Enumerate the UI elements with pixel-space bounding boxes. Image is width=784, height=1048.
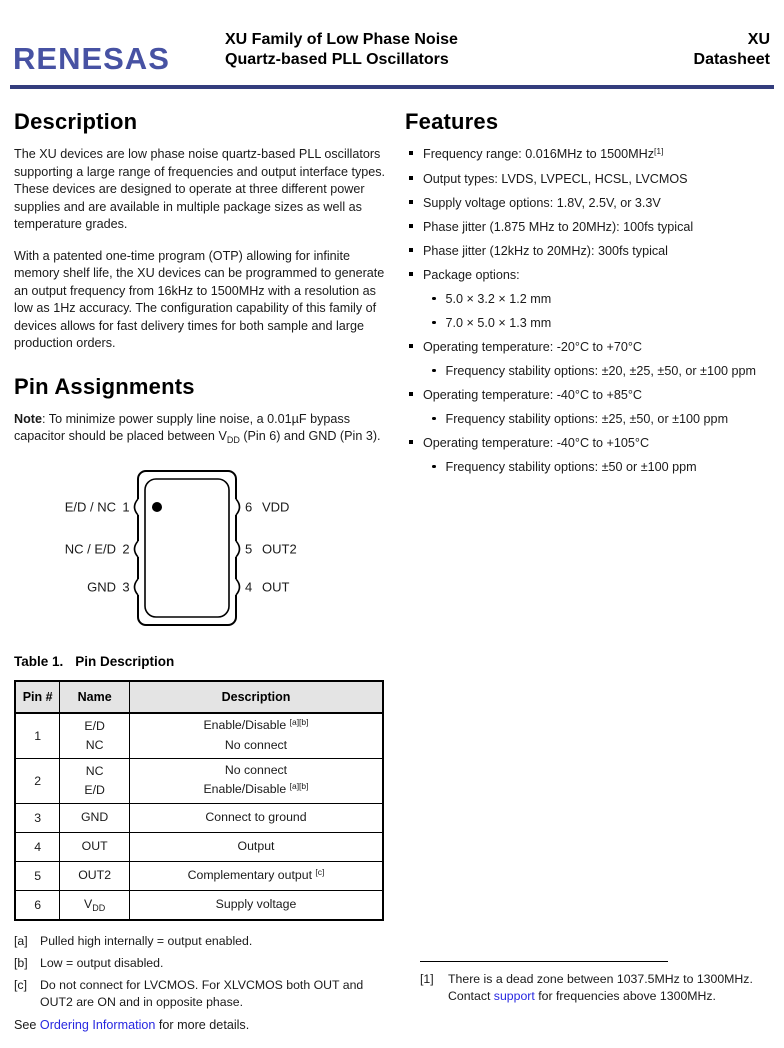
ordering-information-link[interactable]: Ordering Information: [39, 1017, 156, 1032]
text-segment: Note: [14, 411, 42, 426]
cell-line: [64, 837, 125, 856]
description-paragraph-2: With a patented one-time program (OTP) allowing for infinite memory shelf life, the XU devices can be programmed to generate an output frequency from 16kHz to 1500MHz with a resolution as low as 1Hz accuracy. The configuration capability of this family of devices allows for fast delivery times for both sample and large production orders.: [14, 248, 385, 350]
renesas-logo: [13, 36, 183, 80]
cell-pin-description: [130, 890, 384, 920]
footnote-marker: [a][b]: [289, 717, 309, 727]
cell-line: [64, 781, 125, 800]
table-footnotes: [14, 933, 386, 1011]
table-footnote-c: [14, 977, 386, 1011]
table-row-pin-4: [15, 832, 383, 861]
footnote-1-text: [448, 971, 772, 1005]
feature-text: Frequency stability options: ±25, ±50, or ±100 ppm: [445, 412, 729, 426]
doc-type-label: Datasheet: [693, 51, 770, 68]
feature-text: Operating temperature: -20°C to +70°C: [423, 340, 643, 354]
see-more-post: for more details.: [155, 1017, 250, 1032]
feature-sub-item: [432, 315, 771, 332]
feature-text: 5.0 × 3.2 × 1.2 mm: [445, 292, 552, 306]
text-segment: Supply voltage: [215, 897, 297, 911]
pin-description-table: [14, 680, 384, 921]
feature-sub-item: [432, 291, 771, 308]
text-segment: : To minimize power supply line noise, a 0.01µF bypass capacitor should be placed between V: [14, 411, 351, 443]
footnote-1-line2-pre: Contact: [448, 989, 494, 1003]
cell-pin-name: [60, 758, 130, 803]
footnote-tag: [a]: [14, 933, 28, 948]
feature-item: [409, 219, 771, 236]
cell-line: [64, 762, 125, 781]
pin-2-number: 2: [122, 541, 130, 556]
footnote-tag: [b]: [14, 955, 28, 970]
column-header-pin: Pin #: [15, 681, 60, 713]
square-bullet-icon: [409, 151, 413, 155]
dot-bullet-icon: [432, 465, 436, 469]
see-more-line: [14, 1017, 386, 1035]
text-segment: (Pin 6) and GND (Pin 3).: [239, 429, 381, 443]
footnote-1: [420, 961, 772, 1005]
pin-5-number: 5: [245, 541, 253, 556]
feature-sub-item: [432, 363, 771, 380]
header-divider: [10, 85, 774, 89]
bypass-capacitor-note: [14, 411, 386, 447]
support-link[interactable]: support: [493, 989, 535, 1003]
table-number: Table 1.: [14, 653, 64, 669]
cell-pin-description: [130, 758, 384, 803]
cell-line: [64, 866, 125, 885]
feature-text: Output types: LVDS, LVPECL, HCSL, LVCMOS: [423, 172, 688, 186]
dot-bullet-icon: [432, 369, 436, 373]
feature-item: [409, 171, 771, 188]
cell-line: [134, 895, 378, 914]
footnote-text: Do not connect for LVCMOS. For XLVCMOS both OUT and OUT2 are ON and in opposite phase.: [40, 977, 364, 1009]
features-heading: Features: [405, 109, 499, 134]
chip-inner-outline: [145, 479, 229, 617]
feature-text: 7.0 × 5.0 × 1.3 mm: [445, 316, 552, 330]
cell-line: [134, 808, 378, 827]
square-bullet-icon: [409, 272, 413, 276]
footnote-tag: [c]: [14, 977, 27, 992]
product-name: XU: [747, 31, 770, 48]
column-header-name: Name: [60, 681, 130, 713]
pin-1-indicator-dot: [152, 502, 162, 512]
feature-text: Supply voltage options: 1.8V, 2.5V, or 3.3V: [423, 196, 661, 210]
cell-pin-description: [130, 803, 384, 832]
feature-item: [409, 146, 771, 164]
description-heading: Description: [14, 109, 138, 134]
pin-3-number: 3: [122, 579, 130, 594]
table-row-pin-3: [15, 803, 383, 832]
table-header-row: [15, 681, 383, 713]
text-segment: OUT2: [78, 868, 112, 882]
cell-pin-name: [60, 713, 130, 759]
subscript-text: DD: [92, 902, 106, 913]
footnote-divider: [420, 961, 668, 962]
table-footnote-a: [14, 933, 386, 950]
cell-line: [134, 837, 378, 856]
feature-item: [409, 435, 771, 452]
pin-1-number: 1: [122, 499, 130, 514]
pin-notches: [135, 499, 240, 595]
square-bullet-icon: [409, 248, 413, 252]
cell-line: [64, 808, 125, 827]
table-footnote-b: [14, 955, 386, 972]
dot-bullet-icon: [432, 417, 436, 421]
column-header-description: Description: [130, 681, 384, 713]
footnote-marker: [1]: [654, 146, 664, 156]
feature-item: [409, 195, 771, 212]
footnote-1-line2-post: for frequencies above 1300MHz.: [534, 989, 716, 1003]
square-bullet-icon: [409, 440, 413, 444]
text-segment: No connect: [224, 763, 288, 777]
pin-5-label: OUT2: [262, 541, 297, 556]
square-bullet-icon: [409, 344, 413, 348]
table-row-pin-6: [15, 890, 383, 920]
text-segment: GND: [80, 810, 109, 824]
footnote-text: Pulled high internally = output enabled.: [40, 933, 253, 948]
footnote-1-row: [420, 971, 772, 1005]
pin-3-label: GND: [87, 579, 116, 594]
text-segment: OUT: [81, 839, 108, 853]
cell-pin-number: 6: [15, 890, 60, 920]
dot-bullet-icon: [432, 297, 436, 301]
text-segment: Connect to ground: [205, 810, 307, 824]
cell-pin-number: 1: [15, 713, 60, 759]
document-type: [694, 30, 770, 70]
pin-assignments-heading: Pin Assignments: [14, 373, 195, 399]
table-row-pin-5: [15, 861, 383, 890]
table-title: [14, 654, 386, 669]
feature-text: Operating temperature: -40°C to +85°C: [423, 388, 643, 402]
footnote-1-line1: There is a dead zone between 1037.5MHz to 1300MHz.: [448, 972, 753, 986]
feature-item: [409, 267, 771, 284]
cell-pin-name: [60, 890, 130, 920]
see-more-pre: See: [14, 1017, 40, 1032]
text-segment: No connect: [224, 738, 288, 752]
cell-pin-number: 5: [15, 861, 60, 890]
text-segment: E/D: [84, 782, 105, 797]
cell-pin-number: 4: [15, 832, 60, 861]
feature-item: [409, 339, 771, 356]
footnote-1-tag: [1]: [420, 972, 434, 986]
dot-bullet-icon: [432, 321, 436, 325]
renesas-logo-text: RENESAS: [13, 41, 170, 76]
pin-6-number: 6: [245, 499, 253, 514]
pin-6-label: VDD: [262, 499, 290, 514]
feature-text: Frequency stability options: ±20, ±25, ±50, or ±100 ppm: [445, 364, 756, 378]
right-column: [405, 100, 771, 483]
cell-line: [64, 895, 125, 915]
text-segment: NC: [85, 763, 104, 778]
cell-pin-description: [130, 832, 384, 861]
feature-sub-item: [432, 459, 771, 476]
cell-line: [134, 761, 378, 780]
square-bullet-icon: [409, 392, 413, 396]
description-paragraph-1: The XU devices are low phase noise quartz-based PLL oscillators supporting a large range of frequencies and output interface types. These devices are designed to operate at three different power supplies and are available in multiple package sizes as well as temperature grades.: [14, 147, 386, 231]
pin-assignment-diagram: [14, 469, 354, 634]
cell-line: [134, 780, 378, 800]
pin-1-label: E/D / NC: [64, 499, 116, 514]
feature-text: Phase jitter (12kHz to 20MHz): 300fs typical: [423, 244, 668, 258]
footnote-marker: [c]: [315, 866, 325, 877]
footnote-marker: [a][b]: [289, 781, 309, 791]
document-title: [225, 30, 458, 70]
text-segment: Output: [237, 839, 275, 853]
pin-2-label: NC / E/D: [64, 541, 116, 556]
text-segment: NC: [85, 737, 104, 752]
cell-line: [134, 736, 378, 755]
cell-pin-name: [60, 861, 130, 890]
text-segment: Enable/Disable: [203, 782, 290, 796]
feature-text: Frequency range: 0.016MHz to 1500MHz: [423, 147, 655, 161]
left-column: [14, 100, 386, 1048]
cell-line: [64, 736, 125, 755]
feature-text: Package options:: [423, 268, 520, 282]
text-segment: Enable/Disable: [203, 718, 290, 732]
feature-text: Operating temperature: -40°C to +105°C: [423, 436, 650, 450]
footnote-text: Low = output disabled.: [40, 955, 164, 970]
cell-pin-name: [60, 832, 130, 861]
cell-pin-number: 2: [15, 758, 60, 803]
document-title-line1: XU Family of Low Phase Noise: [225, 31, 458, 48]
text-segment: Complementary output: [187, 867, 316, 882]
chip-outline: [138, 471, 236, 625]
cell-line: [134, 866, 378, 886]
table-caption: Pin Description: [75, 653, 175, 669]
features-list: [405, 146, 771, 476]
square-bullet-icon: [409, 176, 413, 180]
text-segment: E/D: [84, 718, 105, 733]
text-segment: V: [84, 896, 93, 911]
square-bullet-icon: [409, 200, 413, 204]
feature-sub-item: [432, 411, 771, 428]
pin-4-number: 4: [245, 579, 253, 594]
pin-4-label: OUT: [262, 579, 290, 594]
cell-pin-description: [130, 861, 384, 890]
cell-line: [64, 717, 125, 736]
feature-text: Frequency stability options: ±50 or ±100 ppm: [445, 460, 697, 474]
feature-item: [409, 387, 771, 404]
table-row-pin-1: [15, 713, 383, 759]
table-row-pin-2: [15, 758, 383, 803]
feature-text: Phase jitter (1.875 MHz to 20MHz): 100fs typical: [423, 220, 694, 234]
document-title-line2: Quartz-based PLL Oscillators: [225, 51, 449, 68]
subscript-text: DD: [226, 435, 240, 445]
cell-pin-number: 3: [15, 803, 60, 832]
square-bullet-icon: [409, 224, 413, 228]
feature-item: [409, 243, 771, 260]
cell-pin-description: [130, 713, 384, 759]
cell-line: [134, 716, 378, 736]
cell-pin-name: [60, 803, 130, 832]
